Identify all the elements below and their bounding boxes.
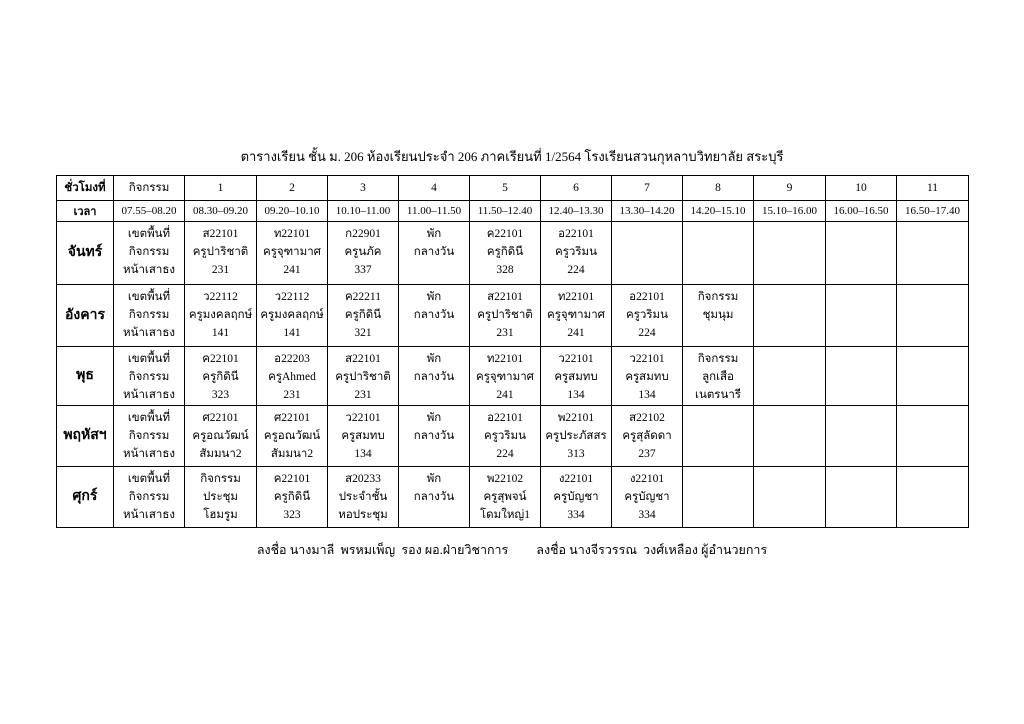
cell-line: กิจกรรม bbox=[200, 473, 241, 485]
cell-line: ครูจุฑามาศ bbox=[263, 246, 321, 258]
cell-line: 231 bbox=[354, 389, 372, 401]
cell-line: ลูกเสือ bbox=[702, 371, 734, 383]
period-cell bbox=[897, 285, 969, 347]
cell-line: ส22101 bbox=[202, 228, 239, 240]
cell-line: โดมใหญ่1 bbox=[480, 509, 530, 521]
cell-line: ก22901 bbox=[345, 228, 381, 240]
cell-line: ส22102 bbox=[629, 412, 665, 424]
cell-line: ประจำชั้น bbox=[338, 491, 388, 503]
period-cell bbox=[612, 222, 683, 285]
cell-line: ว22101 bbox=[345, 412, 381, 424]
period-cell bbox=[257, 285, 328, 347]
time-cell: 11.50–12.40 bbox=[470, 201, 541, 222]
period-cell bbox=[328, 347, 399, 406]
period-cell bbox=[612, 467, 683, 528]
time-cell: 09.20–10.10 bbox=[257, 201, 328, 222]
cell-line: ครูสุพจน์ bbox=[483, 491, 527, 503]
cell-line: ว22101 bbox=[558, 353, 594, 365]
period-cell bbox=[897, 347, 969, 406]
cell-line: พัก bbox=[426, 228, 442, 240]
period-cell bbox=[328, 467, 399, 528]
cell-line: กลางวัน bbox=[413, 246, 455, 258]
cell-line: ว22112 bbox=[274, 291, 310, 303]
timetable-body bbox=[57, 222, 969, 528]
period-header-cell: 2 bbox=[257, 176, 328, 201]
time-cell: 11.00–11.50 bbox=[399, 201, 470, 222]
cell-line: กิจกรรม bbox=[697, 353, 739, 365]
period-header-cell: 8 bbox=[683, 176, 754, 201]
cell-line: 141 bbox=[283, 327, 301, 339]
cell-line: ว22112 bbox=[203, 291, 238, 303]
cell-line: ศ22101 bbox=[273, 412, 311, 424]
time-cell: 16.50–17.40 bbox=[897, 201, 969, 222]
cell-line: พ22101 bbox=[557, 412, 595, 424]
day-label: พุธ bbox=[57, 347, 114, 406]
cell-line: ครูจุฑามาศ bbox=[476, 371, 534, 383]
cell-line: ครูปาริชาติ bbox=[335, 371, 391, 383]
cell-line: กลางวัน bbox=[413, 371, 455, 383]
cell-line: พัก bbox=[426, 412, 442, 424]
cell-line: พัก bbox=[426, 353, 442, 365]
period-cell bbox=[541, 222, 612, 285]
cell-line: ครูจุฑามาศ bbox=[547, 309, 605, 321]
cell-line: ครูบัญชา bbox=[624, 491, 670, 503]
cell-line: ง22101 bbox=[558, 473, 594, 485]
cell-line: สัมมนา2 bbox=[270, 448, 314, 460]
cell-line: ค22101 bbox=[486, 228, 524, 240]
period-cell bbox=[897, 222, 969, 285]
cell-line: 231 bbox=[496, 327, 514, 339]
cell-line: กลางวัน bbox=[413, 491, 455, 503]
period-cell bbox=[683, 347, 754, 406]
period-cell bbox=[257, 222, 328, 285]
period-header-cell: 4 bbox=[399, 176, 470, 201]
cell-line: ครูสมทบ bbox=[554, 371, 598, 383]
period-cell bbox=[185, 285, 257, 347]
cell-line: พัก bbox=[426, 473, 442, 485]
cell-line: ครูนภัค bbox=[344, 246, 382, 258]
cell-line: 334 bbox=[567, 509, 585, 521]
cell-line: ชุมนุม bbox=[702, 309, 734, 321]
cell-line: ค22211 bbox=[344, 291, 382, 303]
day-row bbox=[57, 406, 969, 467]
day-label: พฤหัสฯ bbox=[57, 406, 114, 467]
cell-line: ครูสมทบ bbox=[625, 371, 669, 383]
period-cell bbox=[541, 406, 612, 467]
period-cell bbox=[754, 285, 826, 347]
cell-line: 321 bbox=[354, 327, 372, 339]
day-row bbox=[57, 347, 969, 406]
cell-line: ค22101 bbox=[273, 473, 311, 485]
period-cell bbox=[683, 406, 754, 467]
period-cell bbox=[185, 222, 257, 285]
cell-line: ครูวริมน bbox=[484, 430, 526, 442]
period-cell bbox=[897, 467, 969, 528]
cell-line: ท22101 bbox=[273, 228, 311, 240]
period-cell bbox=[826, 222, 897, 285]
period-cell bbox=[754, 222, 826, 285]
cell-line: เขตพื้นที่ bbox=[127, 353, 171, 365]
cell-line: 134 bbox=[354, 448, 372, 460]
cell-line: กลางวัน bbox=[413, 430, 455, 442]
cell-line: 231 bbox=[283, 389, 301, 401]
signature-text: ลงชื่อ นางจีรวรรณ วงศ์เหลือง ผู้อำนวยการ bbox=[536, 543, 768, 557]
cell-line: ค22101 bbox=[202, 353, 239, 365]
cell-line: 328 bbox=[496, 264, 514, 276]
day-label: อังคาร bbox=[57, 285, 114, 347]
period-cell bbox=[185, 467, 257, 528]
cell-line: 141 bbox=[211, 327, 230, 339]
period-cell bbox=[541, 347, 612, 406]
cell-line: ส22101 bbox=[345, 353, 381, 365]
cell-line: 134 bbox=[638, 389, 656, 401]
period-cell bbox=[826, 347, 897, 406]
cell-line: 241 bbox=[283, 264, 301, 276]
cell-line: 323 bbox=[211, 389, 230, 401]
cell-line: หน้าเสาธง bbox=[123, 327, 175, 339]
period-label-cell: ชั่วโมงที่ bbox=[57, 176, 114, 201]
cell-line: พัก bbox=[426, 291, 442, 303]
period-cell bbox=[541, 285, 612, 347]
period-cell bbox=[754, 406, 826, 467]
cell-line: กิจกรรม bbox=[128, 491, 170, 503]
cell-line: 241 bbox=[496, 389, 514, 401]
period-cell bbox=[257, 406, 328, 467]
activity-header-cell: กิจกรรม bbox=[114, 176, 185, 201]
timetable bbox=[56, 175, 969, 528]
period-cell bbox=[683, 285, 754, 347]
period-cell bbox=[470, 347, 541, 406]
period-cell bbox=[612, 347, 683, 406]
cell-line: กิจกรรม bbox=[128, 246, 170, 258]
cell-line: ครูสุลัดดา bbox=[622, 430, 672, 442]
cell-line: โฮมรูม bbox=[203, 509, 238, 521]
cell-line: อ22101 bbox=[487, 412, 523, 424]
period-header-cell: 10 bbox=[826, 176, 897, 201]
period-header-cell: 11 bbox=[897, 176, 969, 201]
period-cell bbox=[754, 347, 826, 406]
period-cell bbox=[328, 222, 399, 285]
period-cell bbox=[399, 285, 470, 347]
cell-line: 237 bbox=[638, 448, 656, 460]
cell-line: 231 bbox=[211, 264, 230, 276]
cell-line: ศ22101 bbox=[202, 412, 239, 424]
cell-line: เขตพื้นที่ bbox=[127, 412, 171, 424]
activity-cell bbox=[114, 285, 185, 347]
time-label-cell: เวลา bbox=[57, 201, 114, 222]
page-title: ตารางเรียน ชั้น ม. 206 ห้องเรียนประจำ 206 ภาคเรียนที่ 1/2564 โรงเรียนสวนกุหลาบวิทยาลัย สระบุรี bbox=[240, 149, 784, 164]
cell-line: สัมมนา2 bbox=[199, 448, 242, 460]
cell-line: หน้าเสาธง bbox=[123, 389, 175, 401]
period-cell bbox=[328, 406, 399, 467]
cell-line: เขตพื้นที่ bbox=[127, 291, 171, 303]
cell-line: ครูวริมน bbox=[626, 309, 668, 321]
cell-line: ครูกิดินี bbox=[486, 246, 524, 258]
cell-line: ครูกิดินี bbox=[344, 309, 382, 321]
cell-line: ท22101 bbox=[486, 353, 524, 365]
activity-cell bbox=[114, 406, 185, 467]
period-header-cell: 6 bbox=[541, 176, 612, 201]
period-cell bbox=[826, 406, 897, 467]
cell-line: 241 bbox=[567, 327, 585, 339]
time-cell: 08.30–09.20 bbox=[185, 201, 257, 222]
cell-line: ครูประภัสสร bbox=[545, 430, 607, 442]
period-cell bbox=[399, 406, 470, 467]
activity-cell bbox=[114, 347, 185, 406]
cell-line: พ22102 bbox=[486, 473, 524, 485]
period-cell bbox=[826, 285, 897, 347]
cell-line: อ22203 bbox=[274, 353, 310, 365]
cell-line: หน้าเสาธง bbox=[123, 264, 175, 276]
cell-line: เนตรนารี bbox=[695, 389, 741, 401]
period-cell bbox=[470, 222, 541, 285]
cell-line: ครูอณวัฒน์ bbox=[263, 430, 321, 442]
cell-line: ครูสมทบ bbox=[341, 430, 385, 442]
time-cell: 14.20–15.10 bbox=[683, 201, 754, 222]
cell-line: เขตพื้นที่ bbox=[127, 228, 171, 240]
signature-line bbox=[0, 540, 1024, 560]
cell-line: เขตพื้นที่ bbox=[127, 473, 171, 485]
cell-line: อ22101 bbox=[629, 291, 665, 303]
cell-line: ครูปาริชาติ bbox=[192, 246, 249, 258]
cell-line: 337 bbox=[354, 264, 372, 276]
cell-line: ครูมงคลฤกษ์ bbox=[260, 309, 324, 321]
day-row bbox=[57, 222, 969, 285]
cell-line: กลางวัน bbox=[413, 309, 455, 321]
cell-line: 313 bbox=[567, 448, 585, 460]
signature-text: ลงชื่อ นางมาลี พรหมเพ็ญ รอง ผอ.ฝ่ายวิชาการ bbox=[256, 543, 509, 557]
cell-line: กิจกรรม bbox=[697, 291, 739, 303]
period-header-cell: 7 bbox=[612, 176, 683, 201]
cell-line: 224 bbox=[496, 448, 514, 460]
cell-line: ส22101 bbox=[487, 291, 523, 303]
period-cell bbox=[470, 467, 541, 528]
time-row bbox=[57, 201, 969, 222]
period-cell bbox=[612, 285, 683, 347]
cell-line: ประชุม bbox=[202, 491, 239, 503]
cell-line: ครูมงคลฤกษ์ bbox=[188, 309, 253, 321]
time-cell: 10.10–11.00 bbox=[328, 201, 399, 222]
cell-line: หน้าเสาธง bbox=[123, 509, 175, 521]
period-cell bbox=[185, 347, 257, 406]
cell-line: อ22101 bbox=[558, 228, 594, 240]
time-cell: 16.00–16.50 bbox=[826, 201, 897, 222]
period-cell bbox=[541, 467, 612, 528]
time-cell: 12.40–13.30 bbox=[541, 201, 612, 222]
period-cell bbox=[399, 222, 470, 285]
cell-line: ง22101 bbox=[629, 473, 665, 485]
cell-line: ส20233 bbox=[345, 473, 381, 485]
cell-line: 134 bbox=[567, 389, 585, 401]
cell-line: หน้าเสาธง bbox=[123, 448, 175, 460]
period-cell bbox=[897, 406, 969, 467]
period-header-cell: 5 bbox=[470, 176, 541, 201]
cell-line: หอประชุม bbox=[338, 509, 388, 521]
cell-line: ท22101 bbox=[557, 291, 595, 303]
period-cell bbox=[257, 347, 328, 406]
cell-line: 224 bbox=[638, 327, 656, 339]
day-label: ศุกร์ bbox=[57, 467, 114, 528]
period-cell bbox=[683, 467, 754, 528]
cell-line: 323 bbox=[283, 509, 301, 521]
cell-line: กิจกรรม bbox=[128, 371, 170, 383]
time-cell: 15.10–16.00 bbox=[754, 201, 826, 222]
cell-line: 334 bbox=[638, 509, 656, 521]
time-cell: 07.55–08.20 bbox=[114, 201, 185, 222]
period-cell bbox=[470, 406, 541, 467]
period-cell bbox=[399, 467, 470, 528]
period-cell bbox=[683, 222, 754, 285]
activity-cell bbox=[114, 222, 185, 285]
timetable-header bbox=[57, 176, 969, 222]
cell-line: 224 bbox=[567, 264, 585, 276]
period-cell bbox=[612, 406, 683, 467]
period-header-cell: 9 bbox=[754, 176, 826, 201]
period-cell bbox=[257, 467, 328, 528]
cell-line: ว22101 bbox=[629, 353, 665, 365]
period-cell bbox=[399, 347, 470, 406]
day-row bbox=[57, 467, 969, 528]
cell-line: ครูบัญชา bbox=[553, 491, 599, 503]
cell-line: ครูกิดินี bbox=[202, 371, 239, 383]
period-cell bbox=[470, 285, 541, 347]
period-cell bbox=[185, 406, 257, 467]
cell-line: ครูAhmed bbox=[268, 371, 316, 383]
time-cell: 13.30–14.20 bbox=[612, 201, 683, 222]
period-cell bbox=[754, 467, 826, 528]
period-cell bbox=[826, 467, 897, 528]
cell-line: ครูปาริชาติ bbox=[477, 309, 533, 321]
activity-cell bbox=[114, 467, 185, 528]
period-cell bbox=[328, 285, 399, 347]
period-header-cell: 1 bbox=[185, 176, 257, 201]
cell-line: ครูวริมน bbox=[555, 246, 597, 258]
day-row bbox=[57, 285, 969, 347]
period-header-cell: 3 bbox=[328, 176, 399, 201]
cell-line: ครูอณวัฒน์ bbox=[192, 430, 249, 442]
header-row bbox=[57, 176, 969, 201]
cell-line: กิจกรรม bbox=[128, 309, 170, 321]
day-label: จันทร์ bbox=[57, 222, 114, 285]
cell-line: กิจกรรม bbox=[128, 430, 170, 442]
cell-line: ครูกิดินี bbox=[273, 491, 311, 503]
